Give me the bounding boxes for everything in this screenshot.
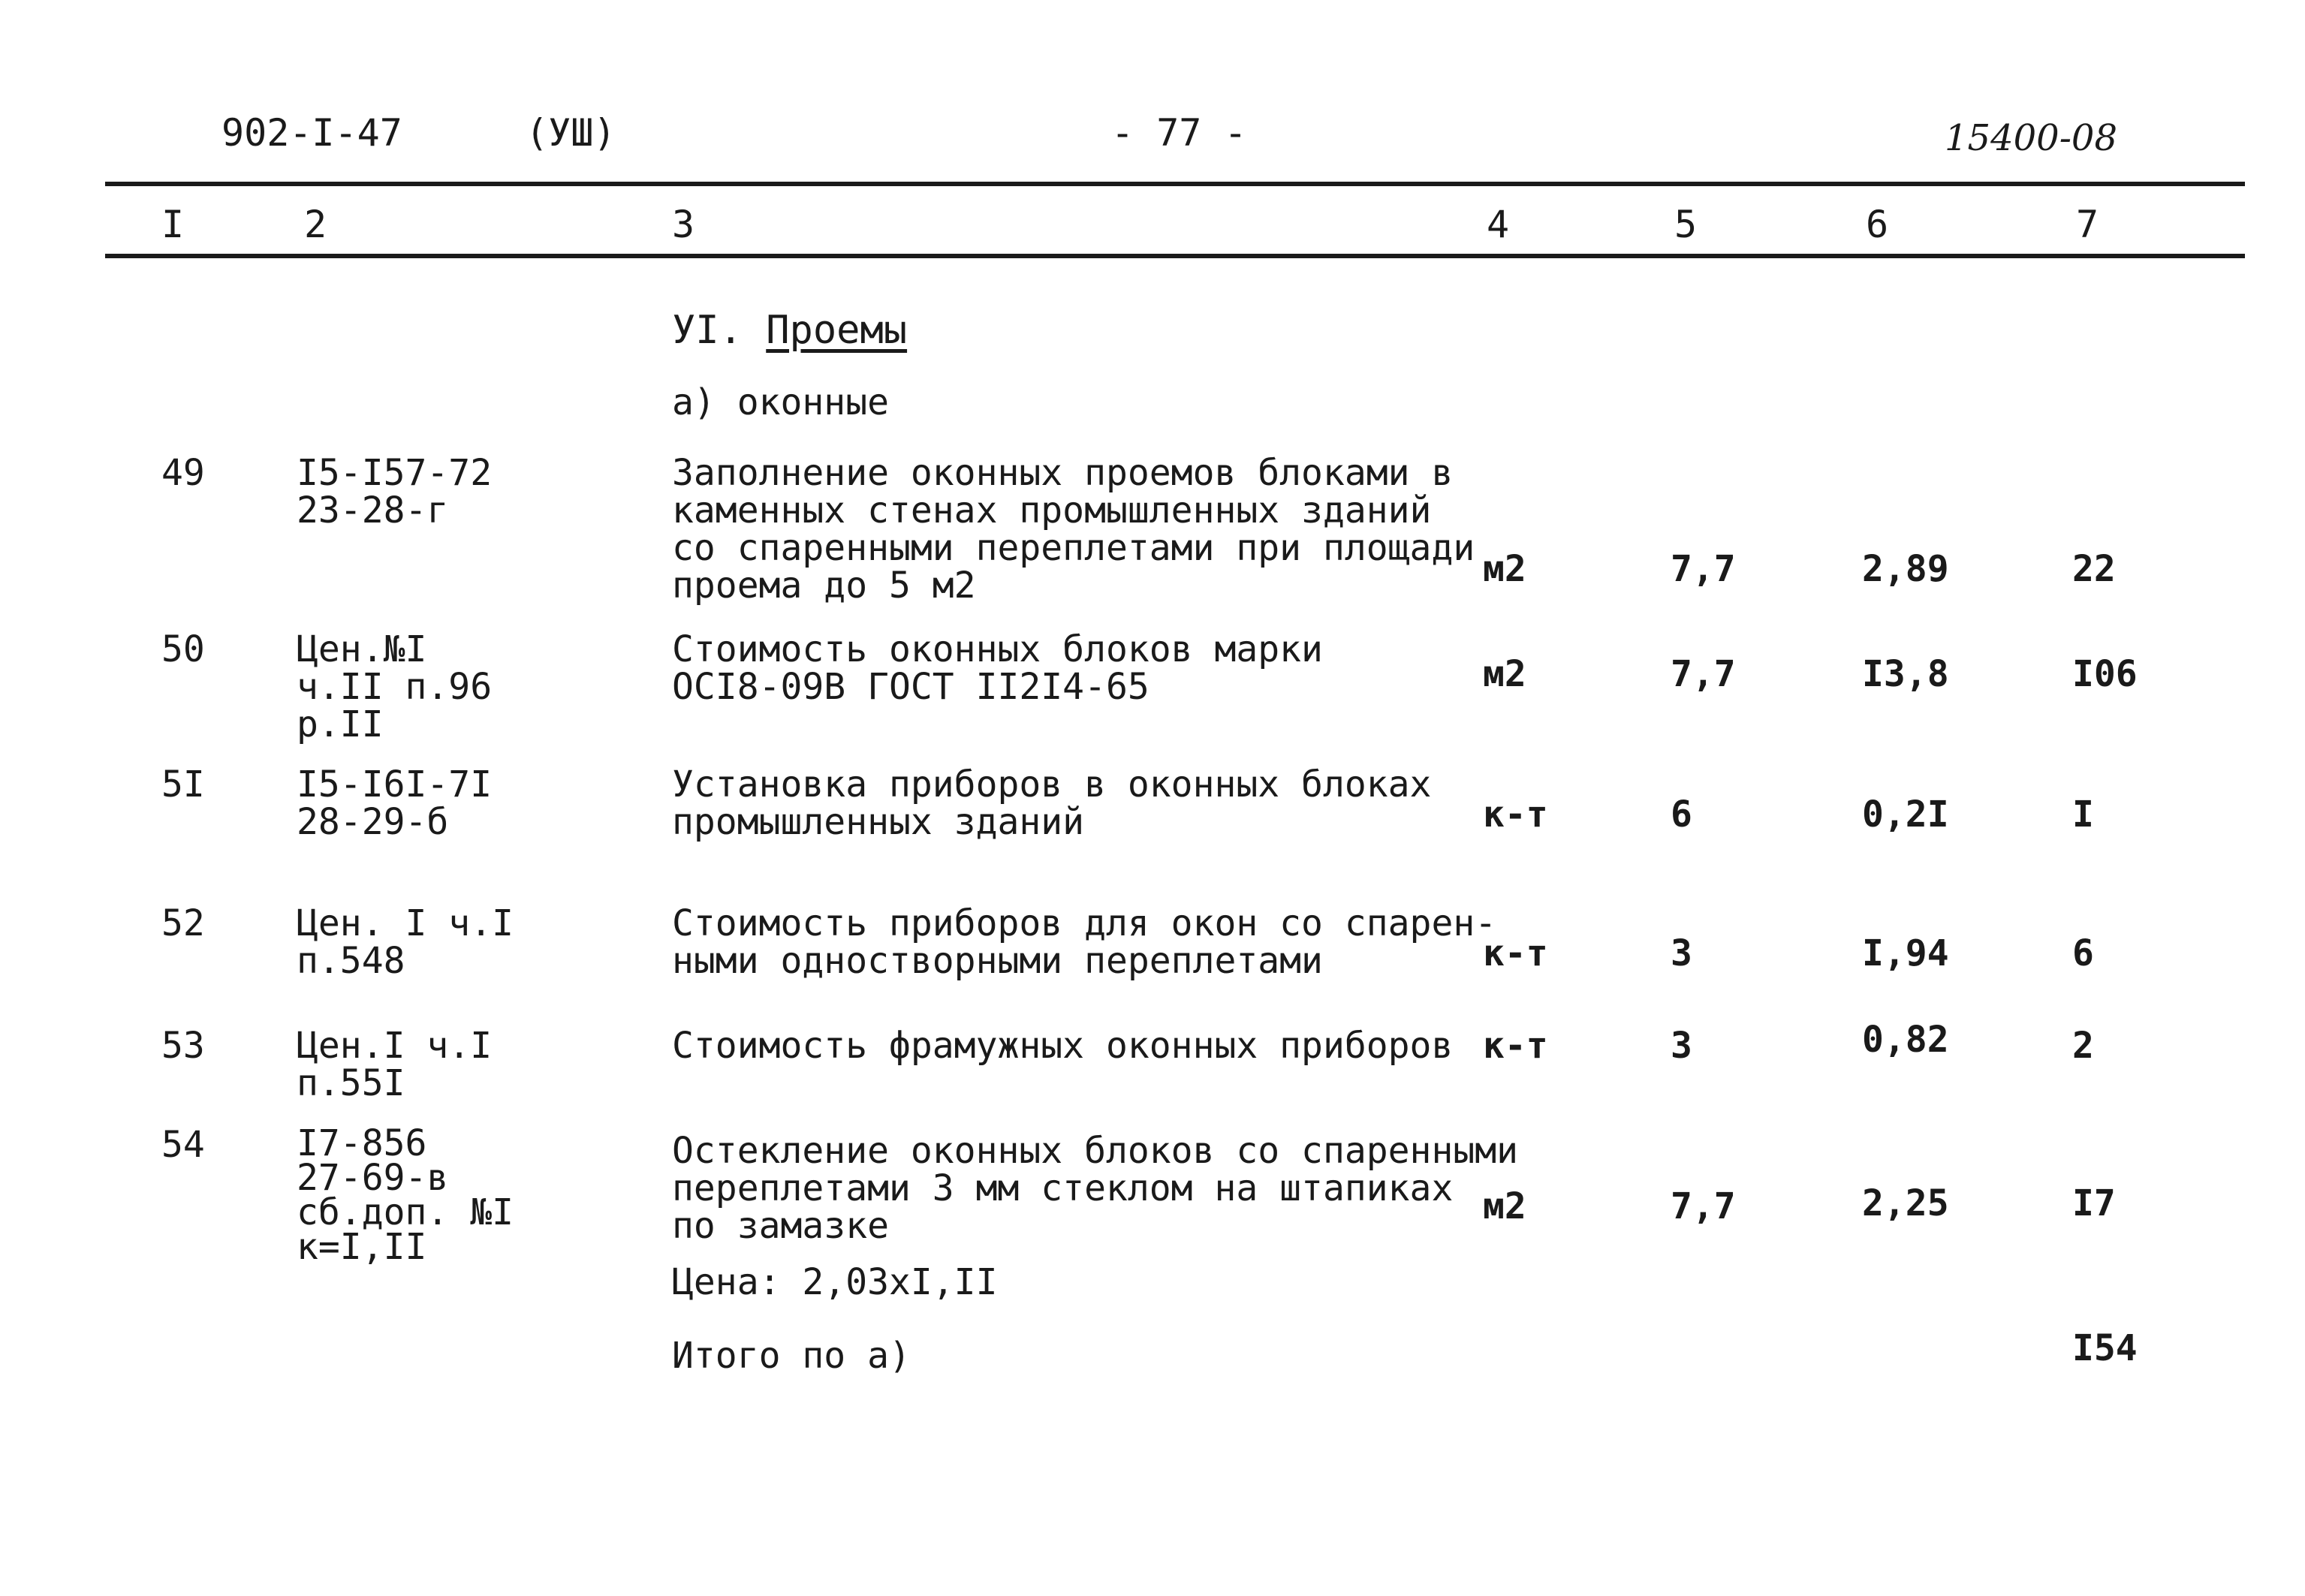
column-number-5: 5 [1674, 203, 1698, 246]
section-title [672, 308, 907, 353]
section-title-text: Проемы [766, 308, 908, 353]
unit-price: I,94 [1862, 932, 1949, 974]
quantity: 6 [1671, 793, 1692, 836]
unit: к-т [1483, 932, 1548, 974]
column-number-3: 3 [672, 203, 695, 246]
header-bottom-rule [105, 254, 2245, 258]
series-label: (УШ) [526, 111, 616, 155]
work-description: Заполнение оконных проемов блоками в каменных стенах промышленных зданий со спаренными переплетами при площади проема до 5 м2 [672, 452, 1475, 607]
total-cost: 22 [2072, 548, 2116, 590]
unit-price: 0,82 [1862, 1019, 1949, 1061]
row-number: 49 [161, 452, 205, 494]
total-cost: I06 [2072, 653, 2138, 695]
total-cost: I [2072, 793, 2094, 836]
unit-price: I3,8 [1862, 653, 1949, 695]
work-description: Стоимость приборов для окон со спарен- ными одностворными переплетами [672, 902, 1497, 982]
row-number: 50 [161, 628, 205, 670]
column-number-1: I [161, 203, 185, 246]
quantity: 3 [1671, 932, 1692, 974]
unit: м2 [1483, 1185, 1526, 1227]
quantity: 7,7 [1671, 1185, 1736, 1227]
row-number: 53 [161, 1025, 205, 1067]
page-number: - 77 - [1111, 111, 1247, 155]
price-note: Цена: 2,03хI,II [672, 1261, 998, 1303]
row-number: 54 [161, 1124, 205, 1166]
work-description: Стоимость фрамужных оконных приборов [672, 1025, 1454, 1067]
unit: м2 [1483, 548, 1526, 590]
album-code: 15400-08 [1945, 117, 2117, 159]
unit-price: 2,89 [1862, 548, 1949, 590]
work-description: Остекление оконных блоков со спаренными переплетами 3 мм стеклом на штапиках по замазке [672, 1130, 1519, 1247]
unit: к-т [1483, 1025, 1548, 1067]
total-cost: 2 [2072, 1025, 2094, 1067]
norm-code: I5-I57-72 23-28-г [297, 452, 493, 531]
norm-code: Цен. I ч.I п.548 [297, 902, 514, 982]
row-number: 52 [161, 902, 205, 944]
column-number-6: 6 [1866, 203, 1889, 246]
subtotal-value: I54 [2072, 1327, 2138, 1369]
top-rule [105, 182, 2245, 186]
unit-price: 2,25 [1862, 1182, 1949, 1224]
quantity: 7,7 [1671, 548, 1736, 590]
total-cost: 6 [2072, 932, 2094, 974]
unit: м2 [1483, 653, 1526, 695]
norm-code: Цен.№I ч.II п.96 р.II [297, 628, 493, 745]
quantity: 3 [1671, 1025, 1692, 1067]
section-subtitle: а) оконные [672, 381, 889, 423]
total-cost: I7 [2072, 1182, 2116, 1224]
column-number-7: 7 [2076, 203, 2099, 246]
section-title-prefix: УI. [672, 308, 743, 353]
work-description: Установка приборов в оконных блоках промышленных зданий [672, 763, 1432, 843]
row-number: 5I [161, 763, 205, 806]
norm-code: I7-856 27-69-в сб.доп. №I к=I,II [297, 1122, 514, 1268]
quantity: 7,7 [1671, 653, 1736, 695]
work-description: Стоимость оконных блоков марки ОСI8-09В ГОСТ II2I4-65 [672, 628, 1323, 708]
column-number-4: 4 [1487, 203, 1510, 246]
column-number-2: 2 [304, 203, 327, 246]
unit: к-т [1483, 793, 1548, 836]
doc-code: 902-I-47 [221, 111, 402, 155]
norm-code: Цен.I ч.I п.55I [297, 1025, 493, 1104]
unit-price: 0,2I [1862, 793, 1949, 836]
subtotal-label: Итого по а) [672, 1335, 911, 1377]
norm-code: I5-I6I-7I 28-29-б [297, 763, 493, 843]
